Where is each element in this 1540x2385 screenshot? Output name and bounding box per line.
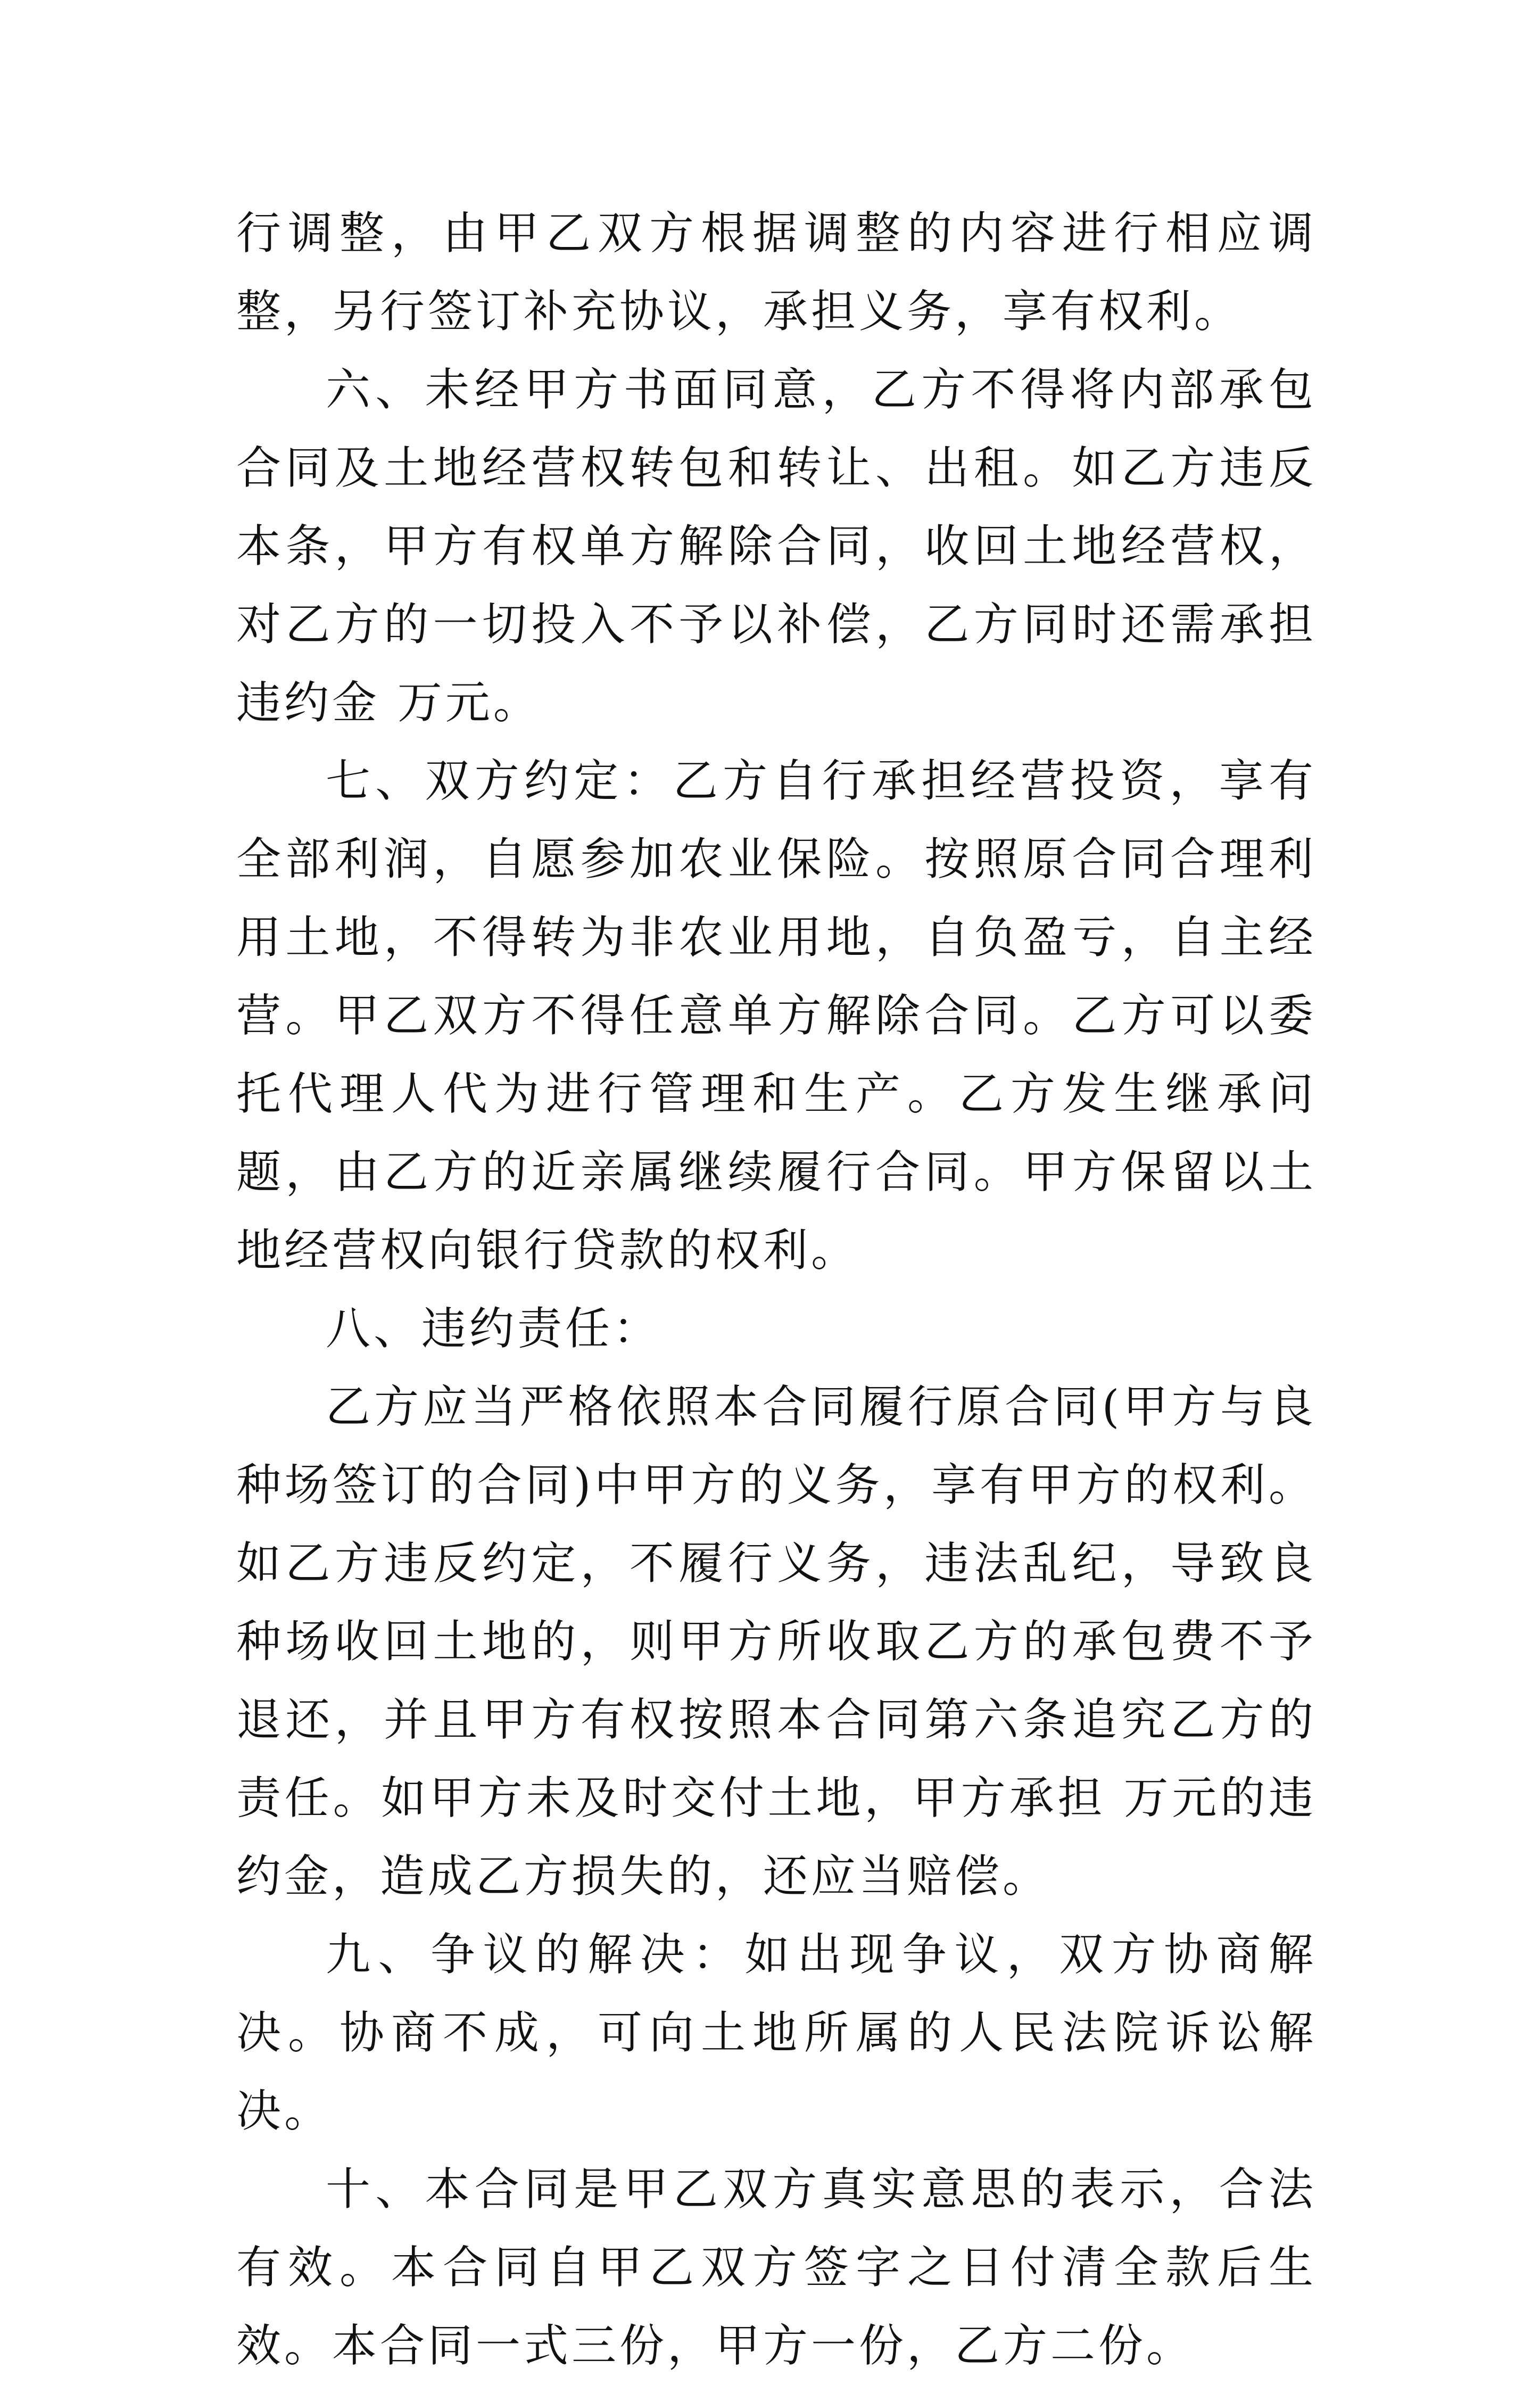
- paragraph-clause-7: 七、双方约定：乙方自行承担经营投资，享有全部利润，自愿参加农业保险。按照原合同合理利用土地，不得转为非农业用地，自负盈亏，自主经营。甲乙双方不得任意单方解除合同。乙方可以委托代理人代为进行管理和生产。乙方发生继承问题，由乙方的近亲属继续履行合同。甲方保留以土地经营权向银行贷款的权利。: [236, 755, 1317, 1276]
- paragraph-clause-10: 十、本合同是甲乙双方真实意思的表示，合法有效。本合同自甲乙双方签字之日付清全款后生效。本合同一式三份，甲方一份，乙方二份。: [236, 2163, 1317, 2372]
- paragraph-clause-9: 九、争议的解决：如出现争议，双方协商解决。协商不成，可向土地所属的人民法院诉讼解决。: [236, 1928, 1317, 2137]
- contract-body: [236, 194, 1317, 2385]
- paragraph-continuation: 行调整，由甲乙双方根据调整的内容进行相应调整，另行签订补充协议，承担义务，享有权利。: [236, 207, 1317, 337]
- paragraph-clause-6: 六、未经甲方书面同意，乙方不得将内部承包合同及土地经营权转包和转让、出租。如乙方违反本条，甲方有权单方解除合同，收回土地经营权，对乙方的一切投入不予以补偿，乙方同时还需承担违约金 万元。: [236, 364, 1317, 729]
- paragraph-clause-8-heading: 八、违约责任：: [326, 1302, 661, 1355]
- paragraph-clause-8-body: 乙方应当严格依照本合同履行原合同(甲方与良种场签订的合同)中甲方的义务，享有甲方的权利。如乙方违反约定，不履行义务，违法乱纪，导致良种场收回土地的，则甲方所收取乙方的承包费不予退还，并且甲方有权按照本合同第六条追究乙方的责任。如甲方未及时交付土地，甲方承担 万元的违约金，造成乙方损失的，还应当赔偿。: [236, 1381, 1317, 1902]
